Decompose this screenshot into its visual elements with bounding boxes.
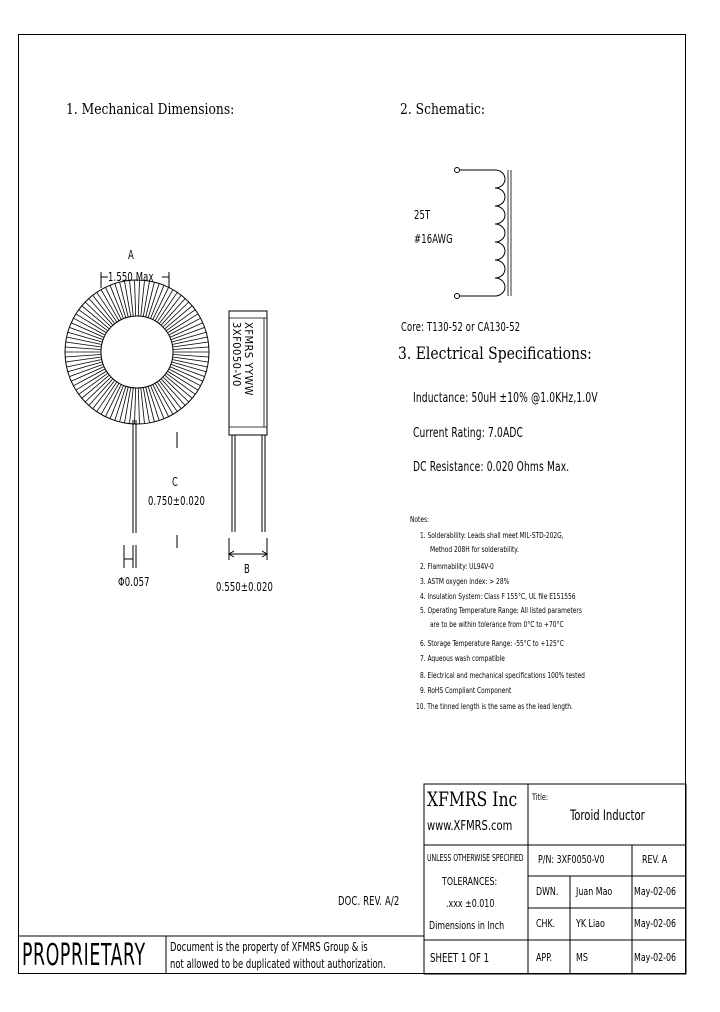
revision: REV. A <box>642 853 668 866</box>
dim-c-value: 0.750±0.020 <box>148 494 205 508</box>
toroid-front-view <box>65 280 209 424</box>
winding-line <box>168 314 199 333</box>
dim-b-label: B <box>244 562 250 576</box>
winding-line <box>155 383 173 414</box>
notes-heading: Notes: <box>410 515 430 524</box>
winding-line <box>138 388 139 424</box>
doc-revision: DOC. REV. A/2 <box>338 894 400 908</box>
electrical-title: 3. Electrical Specifications: <box>398 344 592 364</box>
note-item: 2. Flammability: UL94V-0 <box>420 562 494 571</box>
note-item: 5. Operating Temperature Range: All listed parameters <box>420 606 582 615</box>
chk-date: May-02-06 <box>634 917 677 930</box>
company-website: www.XFMRS.com <box>427 819 513 834</box>
note-item: Method 208H for solderability. <box>430 545 519 554</box>
lead-diameter: Φ0.057 <box>118 575 150 589</box>
winding-line <box>169 369 201 386</box>
note-item: 6. Storage Temperature Range: -55°C to +125°C <box>420 639 564 648</box>
dwn-label: DWN. <box>536 885 559 898</box>
unless-specified: UNLESS OTHERWISE SPECIFIED <box>427 853 524 864</box>
tolerance-value: .xxx ±0.010 <box>446 897 495 910</box>
marking-line1: XFMRS YYWW <box>242 322 255 396</box>
schematic-core: Core: T130-52 or CA130-52 <box>401 320 521 334</box>
winding-line <box>138 280 139 316</box>
note-item: 3. ASTM oxygen index: > 28% <box>420 577 510 586</box>
title-value: Toroid Inductor <box>570 808 645 824</box>
proprietary-line1: Document is the property of XFMRS Group & is <box>170 940 368 954</box>
winding-line <box>173 342 209 347</box>
note-item: 9. RoHS Compliant Component <box>420 686 512 695</box>
note-item: 10. The tinned length is the same as the lead length. <box>416 702 573 711</box>
note-item: 1. Solderability: Leads shall meet MIL-STD-202G, <box>420 531 564 540</box>
winding-line <box>173 347 209 350</box>
winding-line <box>97 382 117 412</box>
sheet-number: SHEET 1 OF 1 <box>430 951 490 965</box>
winding-line <box>157 292 177 322</box>
winding-line <box>101 290 119 321</box>
dim-c-label: C <box>172 475 179 489</box>
note-item: 7. Aqueous wash compatible <box>420 654 505 663</box>
winding-line <box>169 318 201 335</box>
winding-line <box>66 342 102 347</box>
schematic-wire: #16AWG <box>414 232 453 246</box>
chk-name: YK Liao <box>576 917 605 930</box>
winding-line <box>73 369 105 386</box>
inductance-spec: Inductance: 50uH ±10% @1.0KHz,1.0V <box>413 391 598 406</box>
tolerances-label: TOLERANCES: <box>442 875 498 888</box>
winding-line <box>173 355 209 358</box>
dim-a-value: 1.550 Max <box>108 270 154 284</box>
note-item: are to be within tolerance from 0°C to +70°C <box>430 620 564 629</box>
proprietary-line2: not allowed to be duplicated without authorization. <box>170 957 386 971</box>
winding-line <box>65 347 101 350</box>
part-number: P/N: 3XF0050-V0 <box>538 853 605 866</box>
company-name: XFMRS Inc <box>427 787 518 811</box>
winding-line <box>173 357 209 362</box>
schematic-turns: 25T <box>414 208 431 222</box>
winding-line <box>135 388 136 424</box>
dim-b-value: 0.550±0.020 <box>216 580 273 594</box>
winding-line <box>73 318 105 335</box>
note-item: 4. Insulation System: Class F 155°C, UL file E151556 <box>420 592 576 601</box>
winding-line <box>101 383 119 414</box>
winding-line <box>76 371 107 390</box>
winding-line <box>135 280 136 316</box>
proprietary-label: PROPRIETARY <box>22 938 146 973</box>
app-date: May-02-06 <box>634 951 677 964</box>
chk-label: CHK. <box>536 917 556 930</box>
schematic-title: 2. Schematic: <box>400 100 486 118</box>
app-name: MS <box>576 951 588 964</box>
title-label: Title: <box>532 793 549 803</box>
winding-line <box>76 314 107 333</box>
winding-line <box>97 292 117 322</box>
mechanical-title: 1. Mechanical Dimensions: <box>66 100 235 118</box>
marking-line2: 3XF0050-V0 <box>230 322 243 387</box>
app-label: APP. <box>536 951 553 964</box>
winding-line <box>65 355 101 358</box>
winding-line <box>155 290 173 321</box>
winding-line <box>157 382 177 412</box>
winding-line <box>168 371 199 390</box>
dim-a-label: A <box>128 248 134 262</box>
dc-resistance-spec: DC Resistance: 0.020 Ohms Max. <box>413 460 570 475</box>
winding-line <box>66 357 102 362</box>
note-item: 8. Electrical and mechanical specifications 100% tested <box>420 671 585 680</box>
dimensions-unit: Dimensions in Inch <box>429 919 505 932</box>
current-spec: Current Rating: 7.0ADC <box>413 426 524 441</box>
dwn-name: Juan Mao <box>576 885 613 898</box>
dwn-date: May-02-06 <box>634 885 677 898</box>
